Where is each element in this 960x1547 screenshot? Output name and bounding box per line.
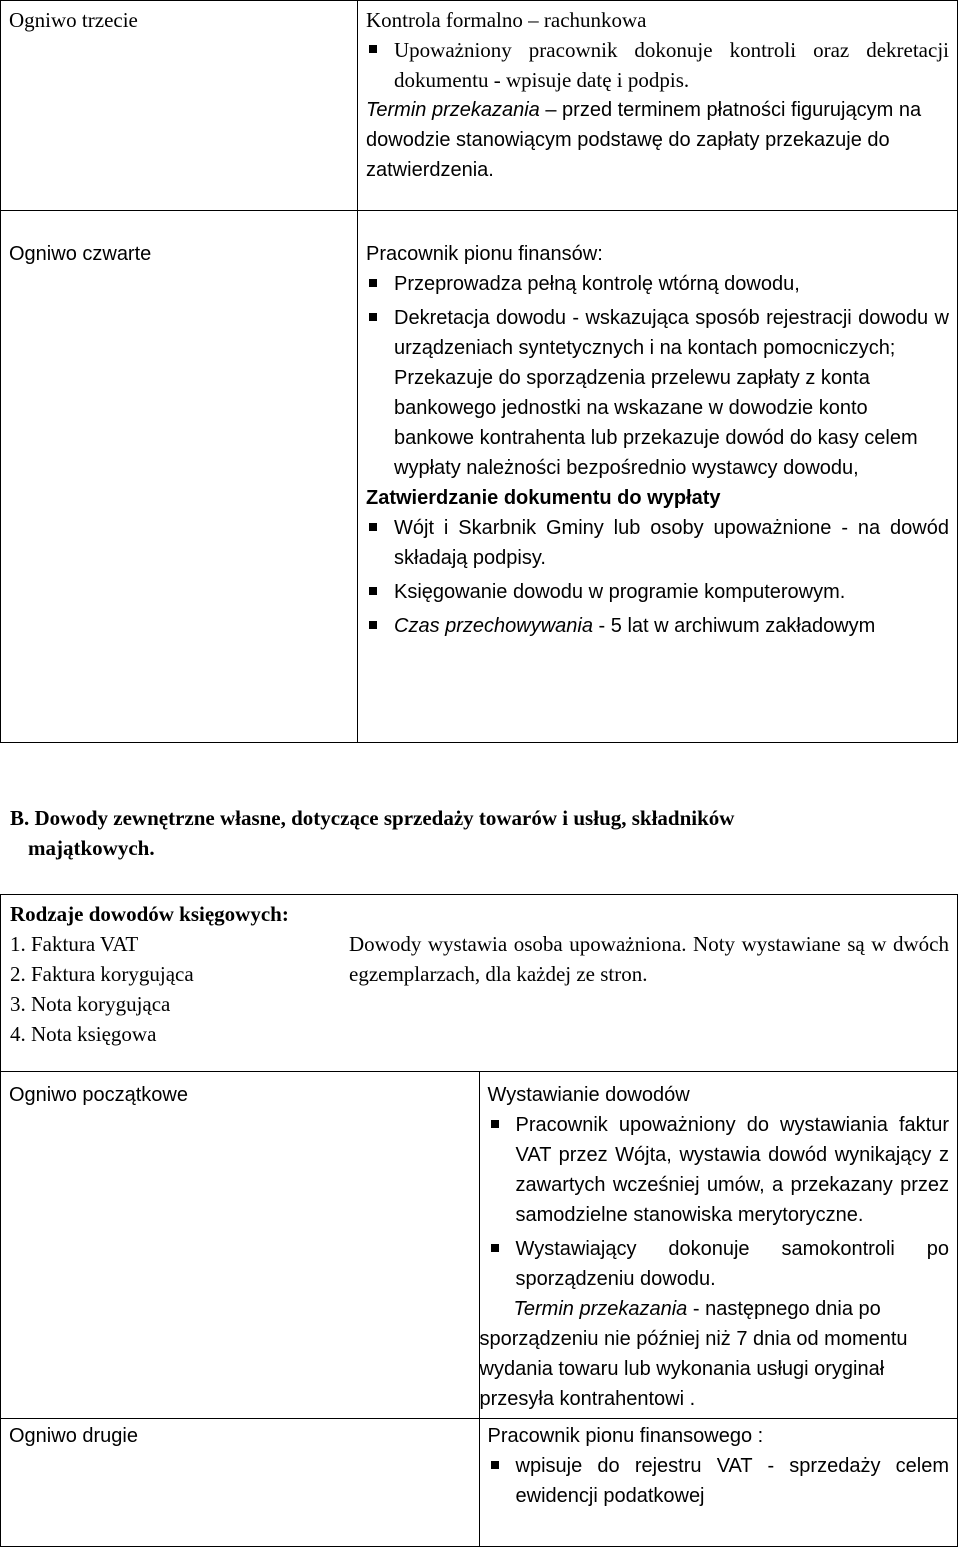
- list-item: Pracownik upoważniony do wystawiania faktur VAT przez Wójta, wystawia dowód wynikający z zawartych wcześniej umów, a przekazany przez samodzielne stanowiska merytoryczne.: [488, 1110, 950, 1230]
- procedure-table-bottom: [0, 894, 958, 1547]
- term-text: - następnego dnia po sporządzeniu nie później niż 7 dnia od momentu wydania towaru lub wykonania usługi oryginał przesyła kontrahentowi .: [479, 1298, 908, 1410]
- table-row: [1, 1072, 958, 1419]
- row-heading: Pracownik pionu finansów:: [366, 243, 603, 265]
- bullet-list: [366, 35, 949, 95]
- list-item: Wystawiający dokonuje samokontroli po sporządzeniu dowodu.: [488, 1234, 950, 1294]
- row-content-cell: [479, 1419, 958, 1547]
- table-row: [1, 1419, 958, 1547]
- list-item: 3. Nota korygująca: [10, 992, 171, 1016]
- row-heading: Kontrola formalno – rachunkowa: [366, 8, 647, 32]
- list-item: 2. Faktura korygująca: [10, 962, 194, 986]
- row-label-cell: [1, 211, 358, 743]
- row-label: Ogniwo trzecie: [9, 8, 138, 32]
- row-label-cell: [1, 1, 358, 211]
- bullet-list: [480, 1110, 950, 1294]
- row-content-cell: [479, 1072, 958, 1419]
- row-content-cell: [358, 211, 958, 743]
- types-heading: Rodzaje dowodów księgowych:: [10, 902, 289, 926]
- retention-text: - 5 lat w archiwum zakładowym: [592, 615, 876, 637]
- list-item: Dekretacja dowodu - wskazująca sposób rejestracji dowodu w urządzeniach syntetycznych i na kontach pomocniczych;: [366, 303, 949, 363]
- row-content-cell: [358, 1, 958, 211]
- row-heading: Wystawianie dowodów: [487, 1084, 690, 1106]
- row-label-cell: [1, 1419, 480, 1547]
- row-label: Ogniwo początkowe: [9, 1084, 188, 1106]
- types-note: Dowody wystawia osoba upoważniona. Noty wystawiane są w dwóch egzemplarzach, dla każdej ze stron.: [349, 932, 949, 986]
- section-b-heading: [10, 803, 940, 863]
- types-list: [10, 929, 330, 1049]
- list-item: 1. Faktura VAT: [10, 932, 139, 956]
- term-text: – przed terminem płatności figurującym na dowodzie stanowiącym podstawę do zapłaty przekazuje do zatwierdzenia.: [366, 99, 922, 181]
- bullet-list: [366, 269, 949, 363]
- section-b-line2: majątkowych.: [28, 836, 155, 860]
- section-b-line1: B. Dowody zewnętrzne własne, dotyczące sprzedaży towarów i usług, składników: [10, 806, 735, 830]
- procedure-table-top: [0, 0, 958, 743]
- list-item: Przeprowadza pełną kontrolę wtórną dowodu,: [366, 269, 949, 299]
- table-row: [1, 211, 958, 743]
- row-label: Ogniwo drugie: [9, 1425, 138, 1447]
- table-row: [1, 1, 958, 211]
- term-label: Termin przekazania: [366, 99, 540, 121]
- table-row: [1, 895, 958, 1072]
- bullet-list: [488, 1451, 950, 1511]
- term-label: Termin przekazania: [513, 1298, 688, 1320]
- term-paragraph: [480, 1294, 950, 1414]
- row-heading: Pracownik pionu finansowego :: [487, 1425, 764, 1447]
- list-item: 4. Nota księgowa: [10, 1022, 157, 1046]
- document-types-cell: [1, 895, 958, 1072]
- list-item: Księgowanie dowodu w programie komputerowym.: [366, 577, 949, 607]
- term-paragraph: [366, 95, 949, 185]
- row-label: Ogniwo czwarte: [9, 243, 152, 265]
- forwarding-paragraph: Przekazuje do sporządzenia przelewu zapłaty z konta bankowego jednostki na wskazane w dowodzie konto bankowe kontrahenta lub przekazuje dowód do kasy celem wypłaty należności bezpośrednio wystawcy dowodu,: [394, 367, 918, 479]
- list-item: Upoważniony pracownik dokonuje kontroli oraz dekretacji dokumentu - wpisuje datę i podpis.: [366, 35, 949, 95]
- list-item: wpisuje do rejestru VAT - sprzedaży celem ewidencji podatkowej: [488, 1451, 950, 1511]
- retention-label: Czas przechowywania: [394, 615, 593, 637]
- list-item: Wójt i Skarbnik Gminy lub osoby upoważnione - na dowód składają podpisy.: [366, 513, 949, 573]
- row-label-cell: [1, 1072, 480, 1419]
- list-item: [366, 611, 949, 641]
- approval-heading: Zatwierdzanie dokumentu do wypłaty: [366, 487, 721, 509]
- bullet-list: [366, 513, 949, 641]
